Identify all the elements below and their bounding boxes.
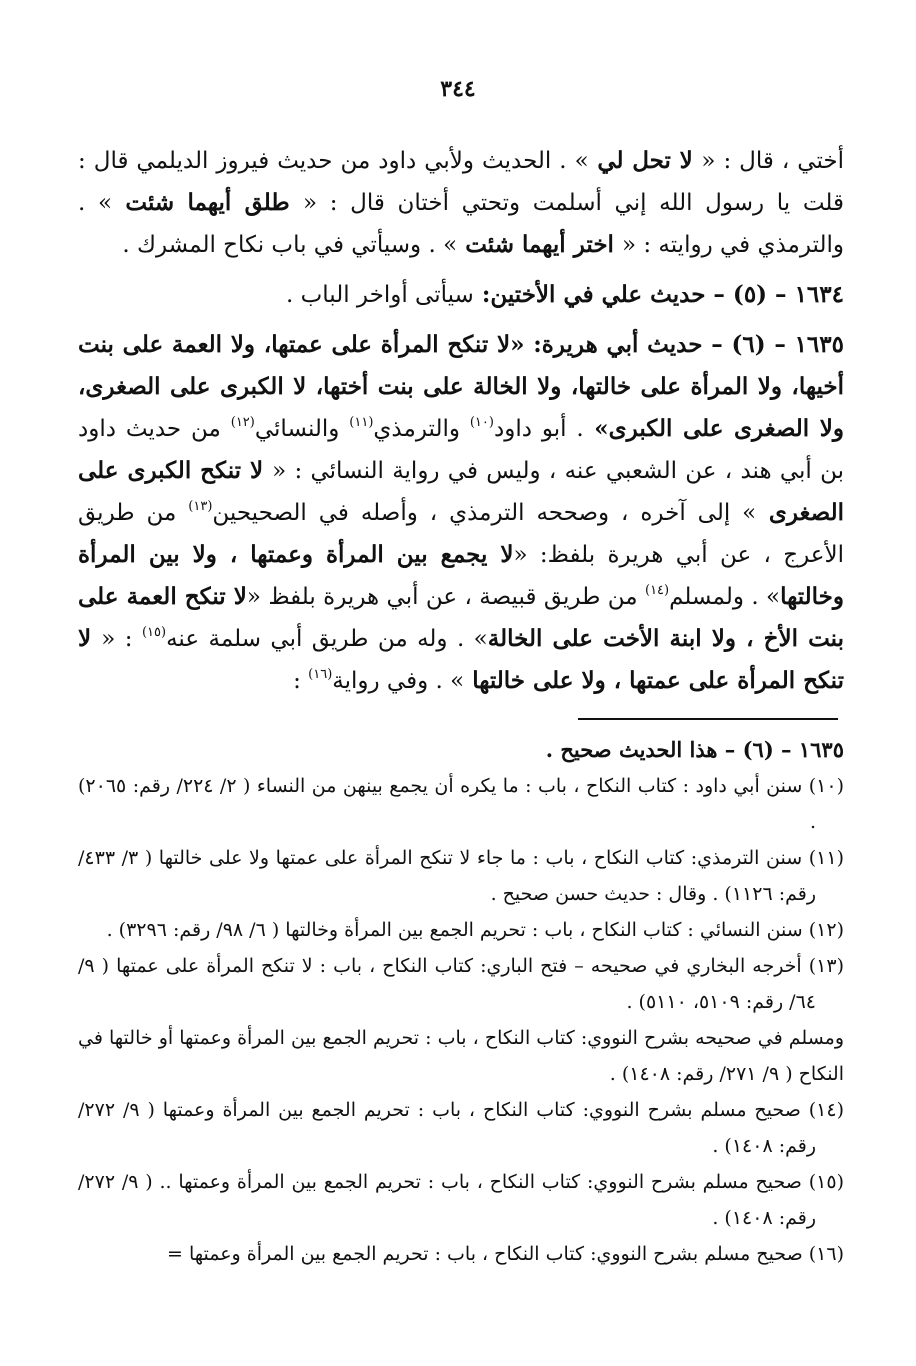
page-number: ٣٤٤: [440, 76, 476, 102]
footnote-divider: [578, 718, 838, 720]
text-run: » . وفي رواية: [332, 668, 465, 694]
footnote-ref: (١٢): [230, 415, 255, 430]
text-run: : «: [101, 626, 142, 652]
hadith-quote: لا تنكح الكبرى على الصغرى: [78, 457, 844, 526]
footnote-item: (١٤) صحيح مسلم بشرح النووي: كتاب النكاح ، باب : تحريم الجمع بين المرأة وعمتها ( ٩/ ٢٧٢/ رقم: ١٤٠٨) .: [78, 1099, 844, 1157]
footnote-item: ومسلم في صحيحه بشرح النووي: كتاب النكاح ، باب : تحريم الجمع بين المرأة وعمتها أو خالتها في النكاح ( ٩/ ٢٧١/ رقم: ١٤٠٨) .: [78, 1027, 844, 1085]
text-run: أختي ، قال : «: [701, 148, 845, 174]
hadith-quote: لا يجمع بين المرأة وعمتها ، ولا بين المرأة وخالتها: [78, 541, 844, 610]
text-run: . أبو داود: [493, 416, 584, 442]
footnote-item: (١٥) صحيح مسلم بشرح النووي: كتاب النكاح ، باب : تحريم الجمع بين المرأة وعمتها .. ( ٩/ ٢٧٢/ رقم: ١٤٠٨) .: [78, 1171, 844, 1229]
footnote-ref: (١٣): [188, 499, 213, 514]
text-run: » إلى آخره ، وصححه الترمذي ، وأصله في الصحيحين: [212, 500, 757, 526]
text-run: » . الحديث ولأبي داود من حديث فيروز الديلمي قال : قلت يا رسول الله إني أسلمت وتحتي أختان قال : «: [78, 148, 845, 216]
text-run: :: [293, 668, 309, 694]
text-run: من طريق قبيصة ، عن أبي هريرة بلفظ «: [246, 584, 645, 610]
hadith-quote: لا تنكح العمة على بنت الأخ ، ولا ابنة الأخت على الخالة: [78, 583, 845, 652]
footnote-item: (١٢) سنن النسائي : كتاب النكاح ، باب : تحريم الجمع بين المرأة وخالتها ( ٦/ ٩٨/ رقم: ٣٢٩٦) .: [106, 919, 844, 941]
hadith-quote: لا تنكح المرأة على عمتها ، ولا على خالتها: [78, 625, 844, 694]
footnote-item: (١٦) صحيح مسلم بشرح النووي: كتاب النكاح ، باب : تحريم الجمع بين المرأة وعمتها =: [166, 1243, 844, 1265]
paragraph-1634: [78, 274, 844, 316]
hadith-quote: لا تحل لي: [588, 147, 702, 174]
hadith-quote: اختر أيهما شئت: [457, 231, 622, 258]
footnote-ref: (١٤): [644, 583, 670, 598]
hadith-quote: طلق أيهما شئت: [112, 189, 304, 216]
text-run: » . وسيأتي في باب نكاح المشرك .: [122, 232, 458, 258]
text-run: سيأتى أواخر الباب .: [285, 282, 474, 308]
footnotes: [78, 732, 844, 1272]
hadith-number: ١٦٣٥ – (٦) –: [711, 331, 844, 358]
footnote-ref: (١١): [349, 415, 374, 430]
text-run: » . والترمذي في روايته : «: [78, 190, 844, 258]
text-run: والترمذي: [373, 416, 470, 442]
footnote-ref: (١٦): [308, 667, 333, 682]
footnote-ref: (١٥): [141, 625, 167, 640]
main-text: [78, 140, 844, 702]
paragraph-sisters-hadith: [78, 140, 844, 266]
text-run: والنسائي: [254, 416, 350, 442]
hadith-number: ١٦٣٤ – (٥) –: [713, 281, 844, 308]
hadith-quote: حديث أبي هريرة: «لا تنكح المرأة على عمتها، ولا العمة على بنت أخيها، ولا المرأة على خالتها، ولا الخالة على بنت أختها، لا الكبرى على الصغرى، ولا الصغرى على الكبرى»: [78, 331, 844, 442]
text-run: » . وله من طريق أبي سلمة عنه: [166, 626, 488, 652]
footnote-item: (١١) سنن الترمذي: كتاب النكاح ، باب : ما جاء لا تنكح المرأة على عمتها ولا على خالتها ( ٣/ ٤٣٣/ رقم: ١١٢٦) . وقال : حديث حسن صحيح .: [78, 847, 844, 905]
text-run: من طريق الأعرج ، عن أبي هريرة بلفظ: «: [78, 500, 844, 568]
footnote-item: (١٠) سنن أبي داود : كتاب النكاح ، باب : ما يكره أن يجمع بينهن من النساء ( ٢/ ٢٢٤/ رقم: ٢٠٦٥) .: [78, 775, 844, 833]
paragraph-1635: [78, 324, 844, 702]
text-run: من حديث داود بن أبي هند ، عن الشعبي عنه ، وليس في رواية النسائي : «: [78, 416, 845, 484]
text-run: » . ولمسلم: [669, 584, 781, 610]
footnote-heading: ١٦٣٥ – (٦) – هذا الحديث صحيح .: [545, 737, 844, 762]
hadith-title: حديث علي في الأختين:: [473, 281, 714, 308]
footnote-ref: (١٠): [469, 415, 494, 430]
footnote-item: (١٣) أخرجه البخاري في صحيحه – فتح الباري: كتاب النكاح ، باب : لا تنكح المرأة على عمتها ( ٩/ ٦٤/ رقم: ٥١٠٩، ٥١١٠) .: [78, 955, 844, 1013]
